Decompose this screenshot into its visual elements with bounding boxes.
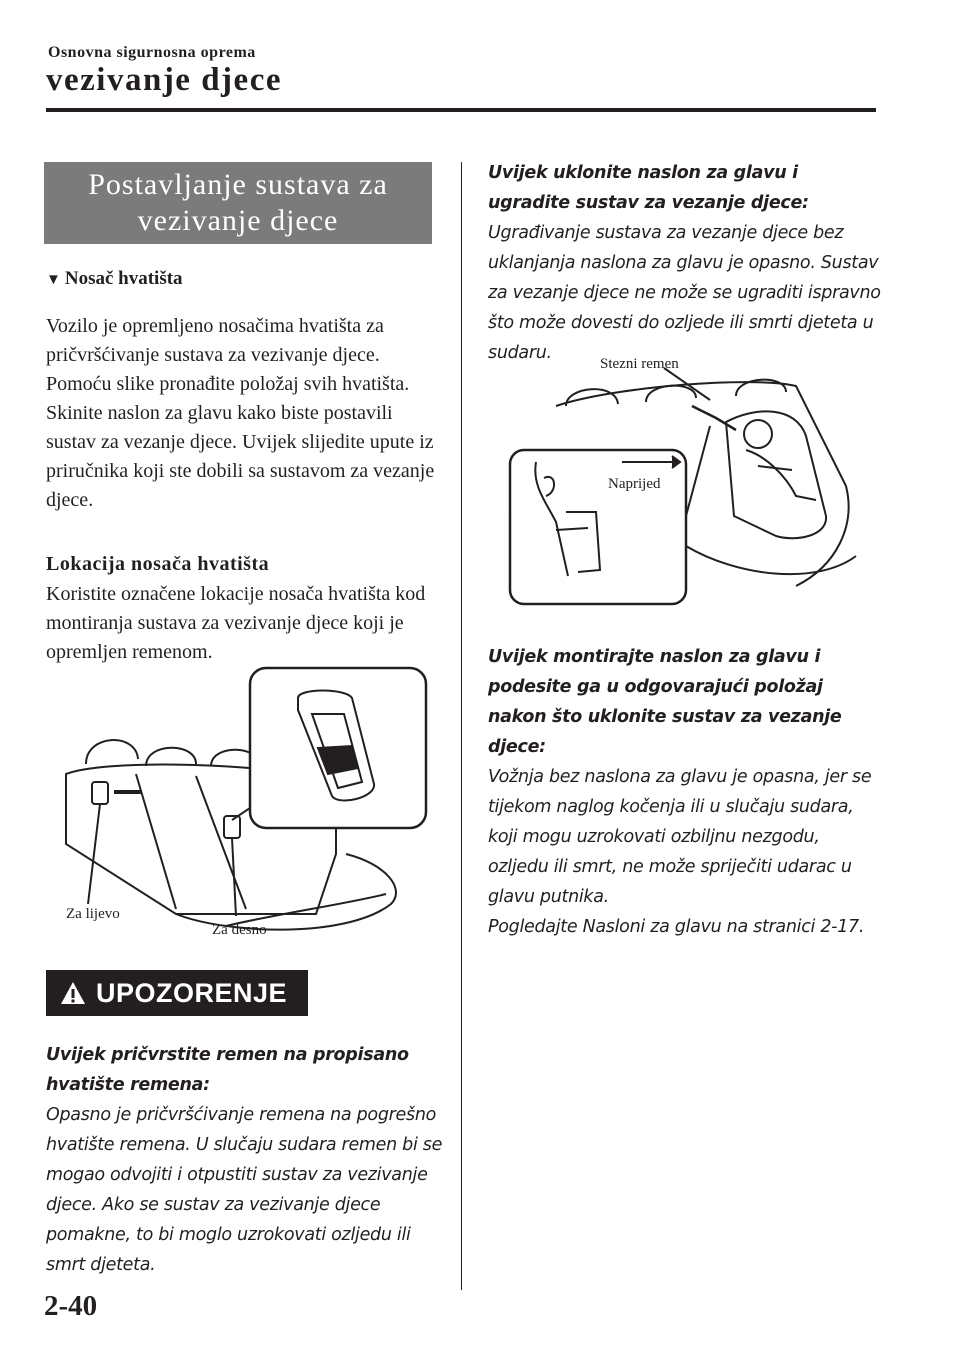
- location-heading: Lokacija nosača hvatišta: [46, 553, 270, 575]
- section-banner-line1: Postavljanje sustava za: [88, 168, 388, 201]
- warning-banner: [46, 970, 308, 1016]
- figure-label-forward: Naprijed: [608, 476, 661, 492]
- headrest-install-block: [488, 642, 883, 942]
- headrest-install-text: Vožnja bez naslona za glavu je opasna, jer se tijekom naglog kočenja ili u slučaju sudara, koji mogu uzrokovati ozbiljnu nezgodu, ozljedu ili smrt, ne može spriječiti udarac u glavu putnika.: [488, 767, 872, 907]
- figure-label-left: Za lijevo: [66, 906, 120, 922]
- warning-title: Uvijek pričvrstite remen na propisano hvatište remena:: [46, 1045, 409, 1095]
- section-banner: [44, 162, 432, 244]
- figure-label-tether: Stezni remen: [600, 356, 679, 372]
- triangle-bullet-icon: ▼: [46, 272, 61, 288]
- subheading-text: Nosač hvatišta: [64, 268, 183, 289]
- warning-triangle-icon: [60, 981, 86, 1005]
- intro-paragraph-1: Vozilo je opremljeno nosačima hvatišta za pričvršćivanje sustava za vezivanje djece. Pomoću slike pronađite položaj svih hvatišta.: [46, 315, 410, 395]
- page-number: 2-40: [44, 1290, 98, 1322]
- section-label: Osnovna sigurnosna oprema: [48, 44, 256, 61]
- warning-text: Opasno je pričvršćivanje remena na pogrešno hvatište remena. U slučaju sudara remen bi se mogao odvojiti i otpustiti sustav za vezivanje djece. Ako se sustav za vezivanje djece pomakne, to bi moglo uzrokovati ozljedu ili smrt djeteta.: [46, 1105, 443, 1275]
- headrest-install-reference: Pogledajte Nasloni za glavu na stranici 2-17.: [488, 917, 865, 937]
- intro-paragraph-2: Skinite naslon za glavu kako biste postavili sustav za vezanje djece. Uvijek slijedite upute iz priručnika koji ste dobili sa sustavom za vezanje djece.: [46, 402, 435, 511]
- header-rule: [46, 108, 876, 112]
- location-text: Koristite označene lokacije nosača hvatišta kod montiranja sustava za vezivanje djece koji je opremljen remenom.: [46, 583, 426, 663]
- headrest-removal-block: [488, 158, 883, 368]
- page-title: vezivanje djece: [46, 62, 282, 98]
- headrest-install-title: Uvijek montirajte naslon za glavu i podesite ga u odgovarajući položaj nakon što uklonite sustav za vezanje djece:: [488, 647, 842, 757]
- column-divider: [461, 162, 462, 1290]
- child-seat-tether-figure: [496, 346, 866, 608]
- section-banner-line2: vezivanje djece: [137, 204, 339, 237]
- headrest-removal-title: Uvijek uklonite naslon za glavu i ugradite sustav za vezanje djece:: [488, 163, 809, 213]
- headrest-removal-text: Ugrađivanje sustava za vezanje djece bez uklanjanja naslona za glavu je opasno. Sustav za vezanje djece ne može se ugraditi ispravno što može dovesti do ozljede ili smrti djeteta u sudaru.: [488, 223, 881, 363]
- subheading: [46, 268, 183, 290]
- warning-label: UPOZORENJE: [96, 977, 288, 1008]
- intro-text: [46, 312, 438, 515]
- warning-content: [46, 1040, 446, 1280]
- rear-seat-anchor-figure: [46, 664, 432, 948]
- figure-label-right: Za desno: [212, 922, 267, 938]
